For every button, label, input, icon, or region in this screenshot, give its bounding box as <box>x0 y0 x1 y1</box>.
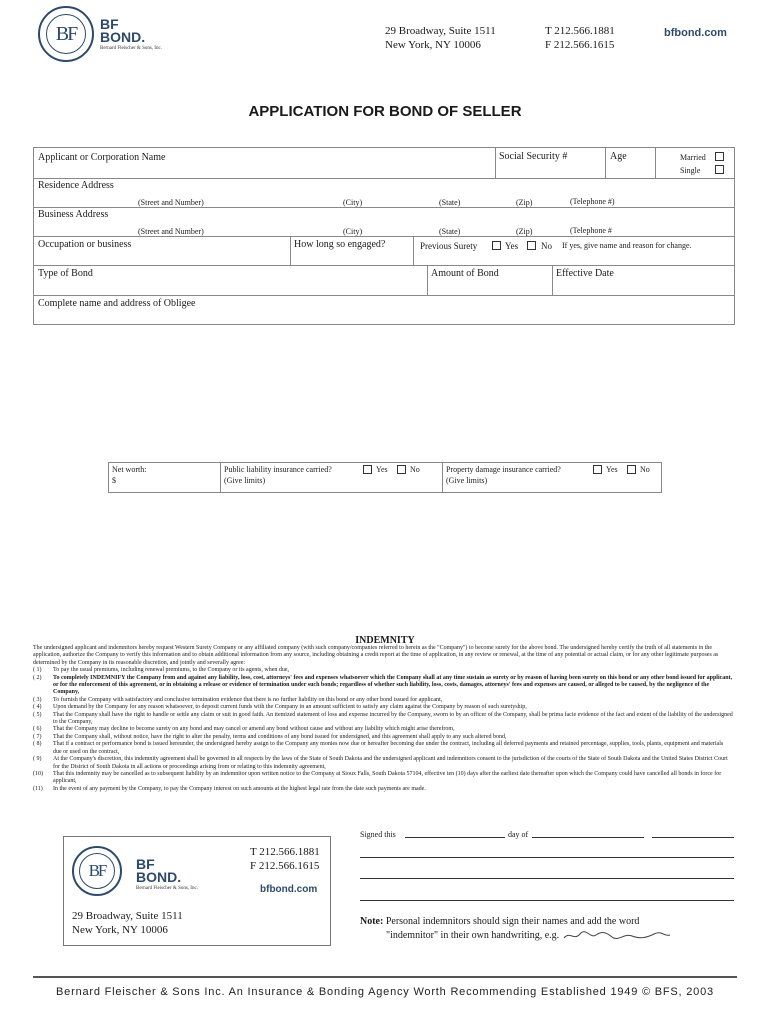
married-checkbox[interactable] <box>715 152 724 161</box>
header-phones <box>545 24 615 52</box>
previous-surety-yes-label: Yes <box>505 241 519 251</box>
indemnity-item-text: That the Company shall have the right to handle or settle any claim or suit in good faith. An itemized statement of loss and expense incurred by the Company, sworn to by an officer of the Company, shall be prima facie evidence of the fact and extent of the liability of the undersigned to the Company, <box>53 711 733 726</box>
indemnity-item-text: To pay the usual premiums, including renewal premiums, to the Company or its agents, when due, <box>53 667 290 674</box>
net-worth-label: Net worth: <box>112 465 147 474</box>
public-liability-no-label: No <box>410 465 420 474</box>
indemnity-item-number: ( 6) <box>33 726 42 733</box>
indemnity-item <box>33 756 733 771</box>
effective-date-label: Effective Date <box>556 268 614 279</box>
residence-city-hint: (City) <box>343 198 363 207</box>
residence-zip-hint: (Zip) <box>516 198 533 207</box>
indemnitor-note <box>360 915 672 943</box>
indemnity-item-number: ( 1) <box>33 667 42 674</box>
residence-telephone-hint: (Telephone #) <box>570 197 615 206</box>
indemnity-title: INDEMNITY <box>355 635 415 646</box>
property-damage-yes-label: Yes <box>606 465 618 474</box>
single-label: Single <box>680 166 701 175</box>
business-zip-hint: (Zip) <box>516 227 533 236</box>
amount-of-bond-label: Amount of Bond <box>431 268 499 279</box>
indemnity-item-number: ( 8) <box>33 741 42 748</box>
stamp-address <box>72 909 183 937</box>
business-telephone-hint: (Telephone # <box>570 226 612 235</box>
signed-month-line[interactable] <box>532 837 644 838</box>
day-of-label: day of <box>508 830 529 839</box>
logo-subtitle: Bernard Fleischer & Sons, Inc. <box>100 46 162 51</box>
if-yes-hint: If yes, give name and reason for change. <box>562 241 692 250</box>
indemnity-item-number: (11) <box>33 785 43 792</box>
indemnity-item-text: At the Company's discretion, this indemnity agreement shall be governed in all respects by the laws of the State of South Dakota and the undersigned applicant and indemnitors consent to the jurisdiction of the courts of the State of South Dakota and the United States District Court for the District of South Dakota in all actions or proceedings arising from or relating to this indemnity agreement, <box>53 756 728 770</box>
indemnity-item-text: In the event of any payment by the Company, to pay the Company interest on such amounts at the highest legal rate from the date such payments are made. <box>53 785 426 792</box>
public-liability-label: Public liability insurance carried? <box>224 465 332 474</box>
logo-word-bf: BF <box>100 16 119 32</box>
footer-rule <box>33 976 737 978</box>
indemnity-item-text: That this indemnity may be cancelled as to subsequent liability by an indemnitor upon written notice to the Company at Sioux Falls, South Dakota 57104, effective ten (10) days after the earliest date thereafter upon which the Company could have cancelled all bonds in force for applicant, <box>53 770 722 785</box>
signed-year-line[interactable] <box>652 837 734 838</box>
ssn-label: Social Security # <box>499 151 568 162</box>
indemnity-text <box>33 645 733 793</box>
indemnity-item <box>33 704 733 711</box>
age-label: Age <box>610 151 627 162</box>
business-address-label: Business Address <box>38 209 109 220</box>
indemnity-item <box>33 675 733 697</box>
residence-state-hint: (State) <box>439 198 461 207</box>
business-city-hint: (City) <box>343 227 363 236</box>
obligee-label: Complete name and address of Obligee <box>38 298 196 309</box>
signed-this-label: Signed this <box>360 830 396 839</box>
indemnity-item <box>33 667 733 674</box>
logo-monogram: BF <box>46 14 86 54</box>
stamp-logo-monogram: BF <box>79 853 115 889</box>
indemnity-item-text: That the Company shall, without notice, have the right to alter the penalty, terms and conditions of any bond issued for undersigned, and this agreement shall apply to any such altered bond, <box>53 733 507 740</box>
indemnity-item-number: ( 9) <box>33 756 42 763</box>
stamp-fax: F 212.566.1615 <box>250 860 320 872</box>
property-damage-label: Property damage insurance carried? <box>446 465 561 474</box>
indemnity-item-text: To furnish the Company with satisfactory and conclusive termination evidence that there is no further liability on this bond or any other bond issued for applicant, <box>53 696 443 703</box>
note-text-2: "indemnitor" in their own handwriting, e.g. <box>386 930 560 941</box>
indemnity-item-number: ( 5) <box>33 711 42 718</box>
property-damage-no-label: No <box>640 465 650 474</box>
property-damage-no-checkbox[interactable] <box>627 465 636 474</box>
indemnity-item <box>33 771 733 786</box>
indemnity-item-number: ( 7) <box>33 733 42 740</box>
previous-surety-no-label: No <box>541 241 552 251</box>
header-fax: F 212.566.1615 <box>545 39 615 51</box>
indemnity-item <box>33 786 733 793</box>
logo-word-bond: BOND. <box>100 29 146 45</box>
header-address-line-1: 29 Broadway, Suite 1511 <box>385 25 496 37</box>
previous-surety-no-checkbox[interactable] <box>527 241 536 250</box>
note-text-1: Personal indemnitors should sign their names and add the word <box>385 916 640 927</box>
note-label: Note: <box>360 916 384 927</box>
public-liability-limits: (Give limits) <box>224 476 266 485</box>
indemnity-item-text: That the Company may decline to become surety on any bond and may cancel or amend any bond without cause and without any liability which might arise therefrom, <box>53 726 455 733</box>
logo <box>38 6 94 62</box>
previous-surety-label: Previous Surety <box>420 241 478 251</box>
residence-street-hint: (Street and Number) <box>138 198 204 207</box>
how-long-label: How long so engaged? <box>294 239 386 250</box>
previous-surety-yes-checkbox[interactable] <box>492 241 501 250</box>
public-liability-no-checkbox[interactable] <box>397 465 406 474</box>
stamp-logo-word-bf: BF <box>136 856 155 872</box>
indemnity-item <box>33 712 733 727</box>
public-liability-yes-checkbox[interactable] <box>363 465 372 474</box>
property-damage-yes-checkbox[interactable] <box>593 465 602 474</box>
signature-line-2[interactable] <box>360 878 734 879</box>
header-address-line-2: New York, NY 10006 <box>385 39 481 51</box>
indemnity-item-number: ( 3) <box>33 696 42 703</box>
occupation-label: Occupation or business <box>38 239 132 250</box>
residence-address-label: Residence Address <box>38 180 114 191</box>
indemnity-item <box>33 726 733 733</box>
signature-line-1[interactable] <box>360 857 734 858</box>
stamp-logo <box>72 846 122 896</box>
indemnity-item-text: Upon demand by the Company for any reason whatsoever, to deposit current funds with the Company in an amount sufficient to satisfy any claim against the Company by reason of such suretyship, <box>53 704 527 711</box>
indemnity-item-text: That if a contract or performance bond is issued hereunder, the undersigned hereby assign to the Company any monies now due or hereafter becoming due under the contract, including all deferred payments and retained percentage, supplies, tools, plants, equipment and materials due or used on the contract, <box>53 741 724 755</box>
stamp-logo-subtitle: Bernard Fleischer & Sons, Inc. <box>136 886 198 891</box>
stamp-address-line-2: New York, NY 10006 <box>72 924 168 936</box>
married-label: Married <box>680 153 706 162</box>
stamp-address-line-1: 29 Broadway, Suite 1511 <box>72 910 183 922</box>
type-of-bond-label: Type of Bond <box>38 268 93 279</box>
footer-tagline: Bernard Fleischer & Sons Inc. An Insurance & Bonding Agency Worth Recommending Established 1949 © BFS, 2003 <box>56 986 714 998</box>
public-liability-yes-label: Yes <box>376 465 388 474</box>
stamp-website[interactable]: bfbond.com <box>260 884 318 895</box>
business-street-hint: (Street and Number) <box>138 227 204 236</box>
stamp-phone: T 212.566.1881 <box>250 846 320 858</box>
page-title: APPLICATION FOR BOND OF SELLER <box>248 103 522 120</box>
indemnity-item-number: (10) <box>33 770 43 777</box>
net-worth-dollar: $ <box>112 476 116 485</box>
header-website[interactable]: bfbond.com <box>664 27 727 39</box>
business-state-hint: (State) <box>439 227 461 236</box>
indemnity-items <box>33 667 733 793</box>
property-damage-limits: (Give limits) <box>446 476 488 485</box>
indemnity-item-number: ( 4) <box>33 704 42 711</box>
signature-line-3[interactable] <box>360 900 734 901</box>
indemnity-item-number: ( 2) <box>33 674 42 681</box>
indemnity-item <box>33 741 733 756</box>
header-phone: T 212.566.1881 <box>545 25 615 37</box>
applicant-name-label: Applicant or Corporation Name <box>38 152 166 163</box>
signature-example-icon <box>562 930 672 942</box>
indemnity-intro: The undersigned applicant and indemnitors hereby request Western Surety Company or any affiliated company (with such company/companies referred to herein as the "Company") to become surety for the above bond. The undersigned hereby certify the truth of all statements in the application, authorize the Company to verify this information and to obtain additional information from any source, including obtaining a credit report at the time of application, in any review or renewal, at the time of any potential or actual claim, or for any other legitimate purposes as determined by the Company in its reasonable discretion, and jointly and severally agree: <box>33 645 719 666</box>
header-address <box>385 24 496 52</box>
single-checkbox[interactable] <box>715 165 724 174</box>
signed-day-line[interactable] <box>405 837 505 838</box>
indemnity-item-text: To completely INDEMNIFY the Company from and against any liability, loss, cost, attorneys' fees and expenses whatsoever which the Company shall at any time sustain as surety or by reason of having been surety on this bond or any other bond issued for applicant, or for the enforcement of this agreement, or in obtaining a release or evidence of termination under such bonds; regardless of whether such liability, loss, costs, damages, attorneys' fees and expenses are caused, or alleged to be caused, by the negligence of the Company, <box>53 674 733 696</box>
stamp-logo-word-bond: BOND. <box>136 869 182 885</box>
stamp-phones <box>250 845 320 873</box>
